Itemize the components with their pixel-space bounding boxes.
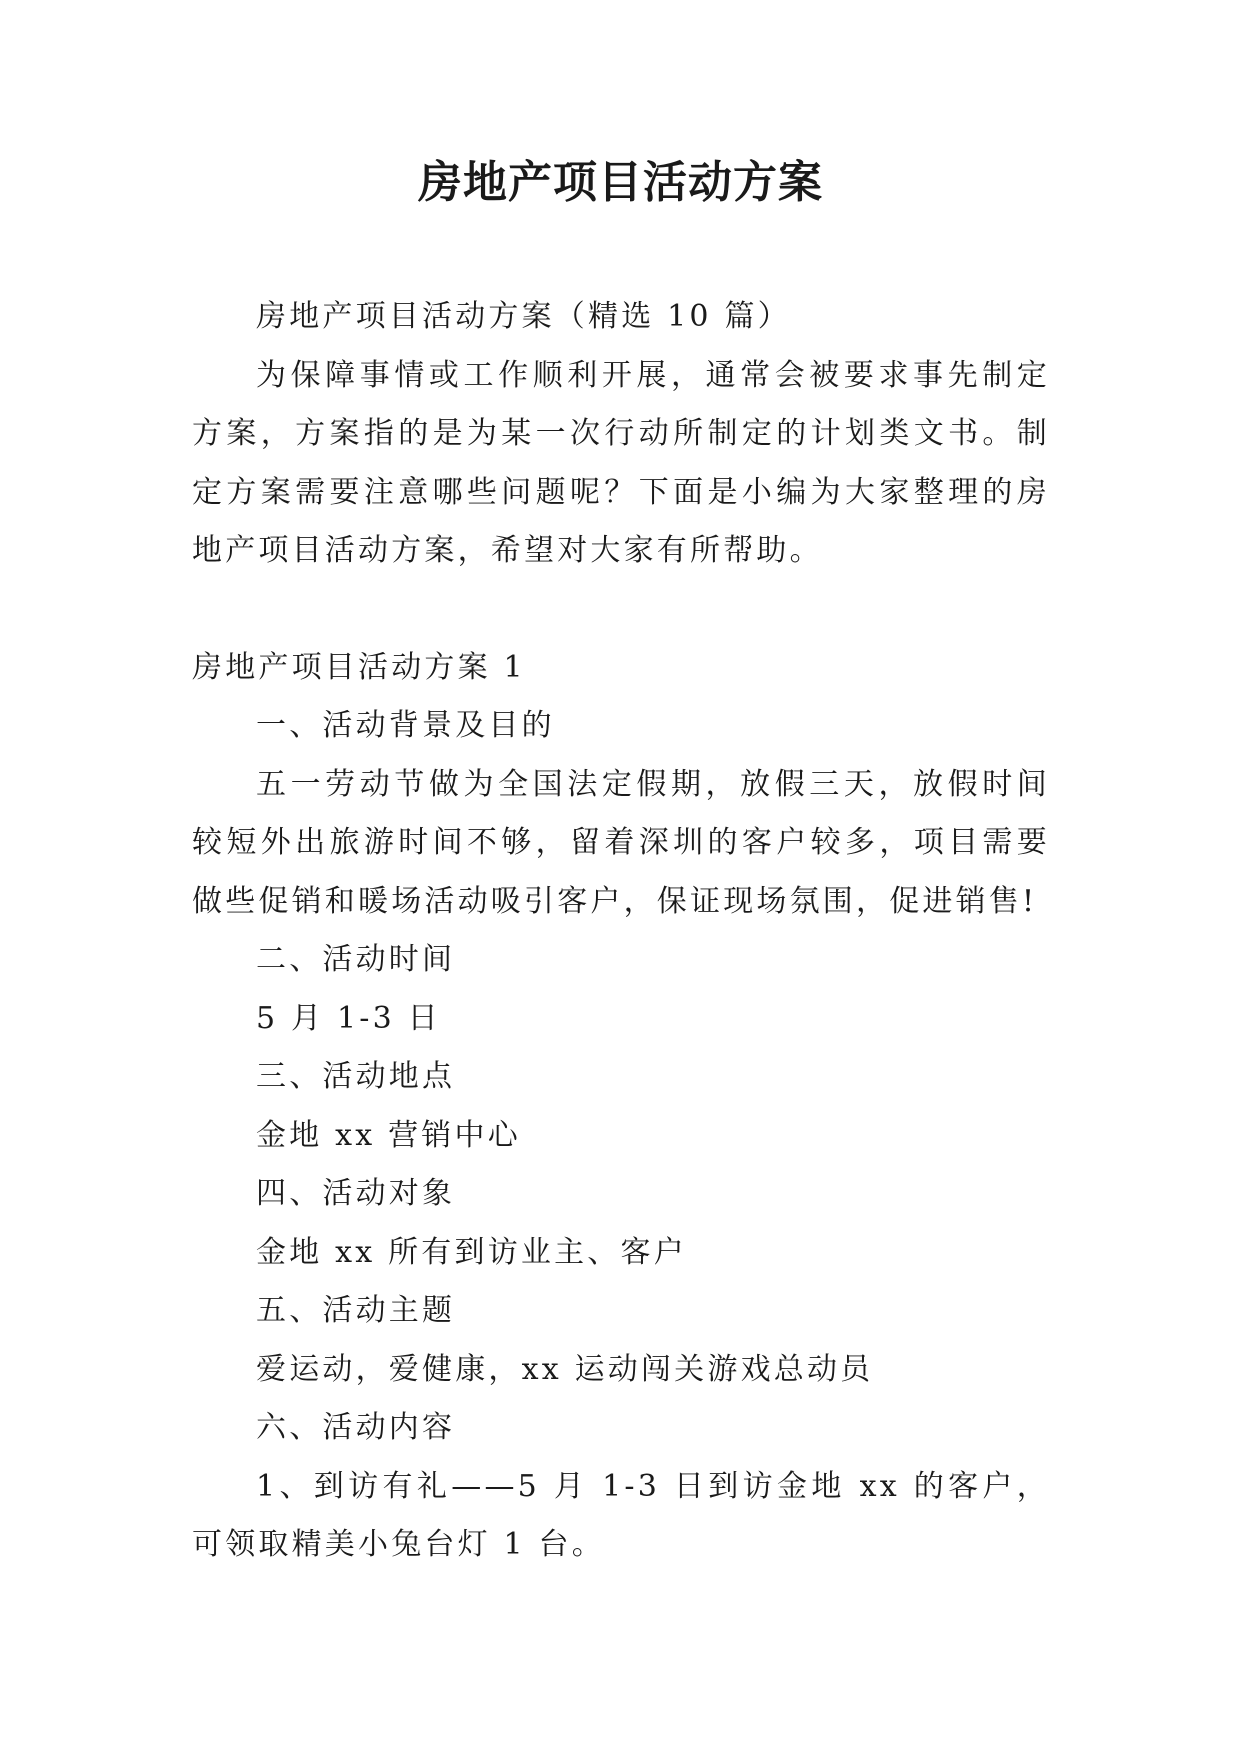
section-title: 房地产项目活动方案 1 [192,649,526,685]
intro-heading: 房地产项目活动方案（精选 10 篇） [256,299,791,334]
value-audience: 金地 xx 所有到访业主、客户 [256,1234,687,1270]
value-location: 金地 xx 营销中心 [256,1117,521,1153]
heading-background: 一、活动背景及目的 [256,708,555,743]
heading-audience: 四、活动对象 [256,1176,456,1211]
document-title: 房地产项目活动方案 [418,157,823,208]
heading-theme: 五、活动主题 [256,1293,456,1328]
heading-content: 六、活动内容 [256,1410,456,1445]
heading-time: 二、活动时间 [256,942,456,977]
value-theme: 爱运动，爱健康，xx 运动闯关游戏总动员 [256,1351,874,1387]
paragraph-background: 五一劳动节做为全国法定假期，放假三天，放假时间较短外出旅游时间不够，留着深圳的客户较多，项目需要做些促销和暖场活动吸引客户，保证现场氛围，促进销售! [192,766,1050,919]
document-body [192,288,1050,1575]
intro-paragraph: 为保障事情或工作顺利开展，通常会被要求事先制定方案，方案指的是为某一次行动所制定的计划类文书。制定方案需要注意哪些问题呢？下面是小编为大家整理的房地产项目活动方案，希望对大家有所帮助。 [192,357,1050,568]
value-time: 5 月 1-3 日 [256,1000,441,1036]
paragraph-gap [192,581,1050,639]
heading-location: 三、活动地点 [256,1059,456,1094]
content-item-1: 1、到访有礼——5 月 1-3 日到访金地 xx 的客户，可领取精美小兔台灯 1 台。 [192,1468,1050,1562]
